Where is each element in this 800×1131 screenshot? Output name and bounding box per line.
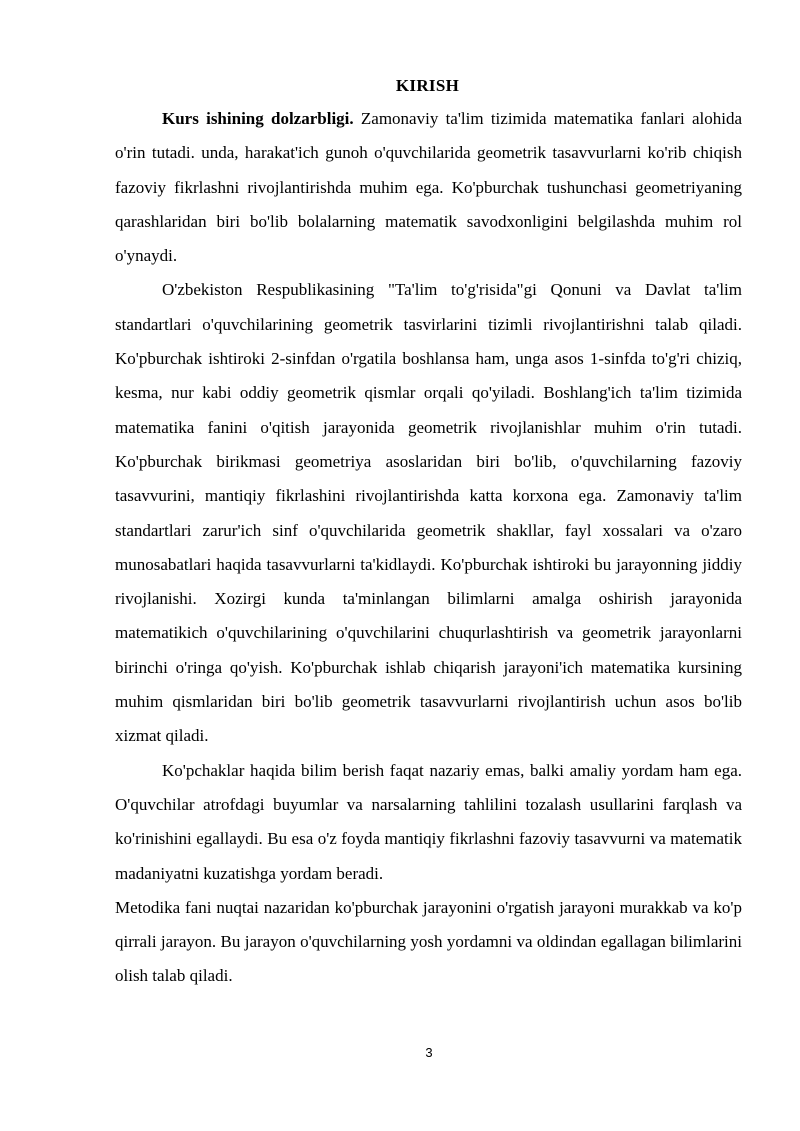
paragraph-relevance [115, 102, 742, 273]
section-heading: KIRISH [395, 76, 460, 95]
page-number: 3 [425, 1045, 433, 1060]
paragraph-lead: Kurs ishining dolzarbligi. [162, 109, 354, 128]
paragraph-practical: Ko'pchaklar haqida bilim berish faqat nazariy emas, balki amaliy yordam ham ega. O'quvchilar atrofdagi buyumlar va narsalarning tahlilini tozalash usullarini farqlash va ko'rinishini egallaydi. Bu esa o'z foyda mantiqiy fikrlashni fazoviy tasavvurni va matematik madaniyatni kuzatishga yordam beradi. [115, 760, 742, 883]
paragraph-text: Zamonaviy ta'lim tizimida matematika fanlari alohida o'rin tutadi. unda, harakat'ich gunoh o'quvchilarida geometrik tasavvurlarni ko'rib chiqish fazoviy fikrlashni rivojlantirishda muhim ega. Ko'pburchak tushunchasi geometriyaning qarashlaridan biri bo'lib bolalarning matematik savodxonligini belgilashda muhim rol o'ynaydi. [115, 109, 742, 266]
body-text [115, 102, 742, 994]
paragraph-law: O'zbekiston Respublikasining "Ta'lim to'g'risida"gi Qonuni va Davlat ta'lim standartlari o'quvchilarining geometrik tasvirlarini tizimli rivojlantirishni talab qiladi. Ko'pburchak ishtiroki 2-sinfdan o'rgatila boshlansa ham, unga asos 1-sinfda to'g'ri chiziq, kesma, nur kabi oddiy geometrik qismlar orqali qo'yiladi. Boshlang'ich ta'lim tizimida matematika fanini o'qitish jarayonida geometrik rivojlanishlar muhim o'rin tutadi. Ko'pburchak birikmasi geometriya asoslaridan biri bo'lib, o'quvchilarning fazoviy tasavvurini, mantiqiy fikrlashini rivojlantirishda katta korxona ega. Zamonaviy ta'lim standartlari zarur'ich sinf o'quvchilarida geometrik shakllar, fayl xossalari va o'zaro munosabatlari haqida tasavvurlarni ta'kidlaydi. Ko'pburchak ishtiroki bu jarayonning jiddiy rivojlanishi. Xozirgi kunda ta'minlangan bilimlarni amalga oshirish jarayonida matematikich o'quvchilarining o'quvchilarini chuqurlashtirish va geometrik jarayonlarni birinchi o'ringa qo'yish. Ko'pburchak ishlab chiqarish jarayoni'ich matematika kursining muhim qismlaridan biri bo'lib geometrik tasavvurlarni rivojlantirish uchun asos bo'lib xizmat qiladi. [115, 280, 742, 746]
paragraph-methodology: Metodika fani nuqtai nazaridan ko'pburchak jarayonini o'rgatish jarayoni murakkab va ko'p qirrali jarayon. Bu jarayon o'quvchilarning yosh yordamni va oldindan egallagan bilimlarini olish talab qiladi. [115, 897, 742, 986]
